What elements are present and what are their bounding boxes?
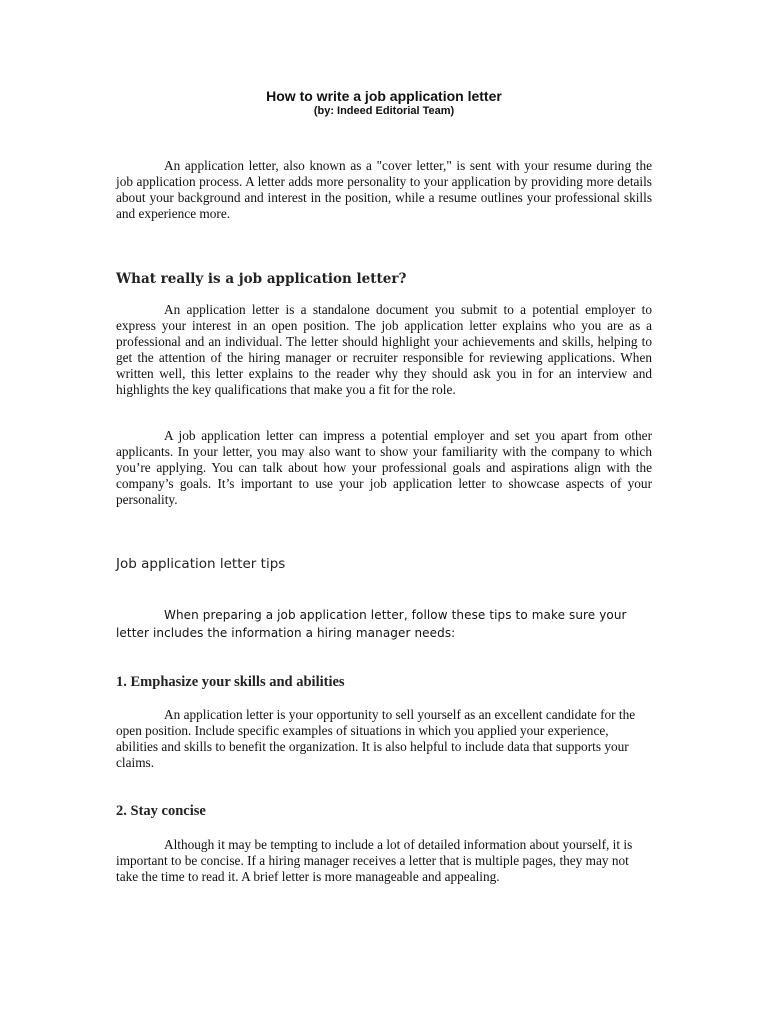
document-byline: (by: Indeed Editorial Team)	[313, 105, 455, 117]
section-heading-tips: Job application letter tips	[116, 556, 286, 572]
what-is-paragraph-2: A job application letter can impress a potential employer and set you apart from other applicants. In your letter, you may also want to show your familiarity with the company to which you’re applying. You can talk about how your professional goals and aspirations align with the company’s goals. It’s important to use your job application letter to showcase aspects of your personality.	[116, 428, 652, 507]
emphasize-skills-paragraph: An application letter is your opportunity to sell yourself as an excellent candidate for the open position. Include specific examples of situations in which you applied your experience, abilities and skills to benefit the organization. It is also helpful to include data that supports your claims.	[116, 707, 636, 770]
stay-concise-paragraph: Although it may be tempting to include a lot of detailed information about yourself, it is important to be concise. If a hiring manager receives a letter that is multiple pages, they may not take the time to read it. A brief letter is more manageable and appealing.	[116, 837, 633, 884]
document-title: How to write a job application letter	[266, 88, 502, 104]
section-heading-stay-concise: 2. Stay concise	[116, 803, 206, 819]
tips-intro-paragraph: When preparing a job application letter, follow these tips to make sure your letter includes the information a hiring manager needs:	[116, 608, 627, 640]
section-heading-what-is: What really is a job application letter?	[116, 271, 407, 287]
section-heading-emphasize-skills: 1. Emphasize your skills and abilities	[116, 674, 345, 690]
what-is-paragraph-1: An application letter is a standalone document you submit to a potential employer to express your interest in an open position. The job application letter explains who you are as a professional and an individual. The letter should highlight your achievements and skills, helping to get the attention of the hiring manager or recruiter responsible for reviewing applications. When written well, this letter explains to the reader why they should ask you in for an interview and highlights the key qualifications that make you a fit for the role.	[116, 302, 652, 397]
intro-paragraph: An application letter, also known as a "cover letter," is sent with your resume during the job application process. A letter adds more personality to your application by providing more details about your background and interest in the position, while a resume outlines your professional skills and experience more.	[116, 158, 652, 221]
